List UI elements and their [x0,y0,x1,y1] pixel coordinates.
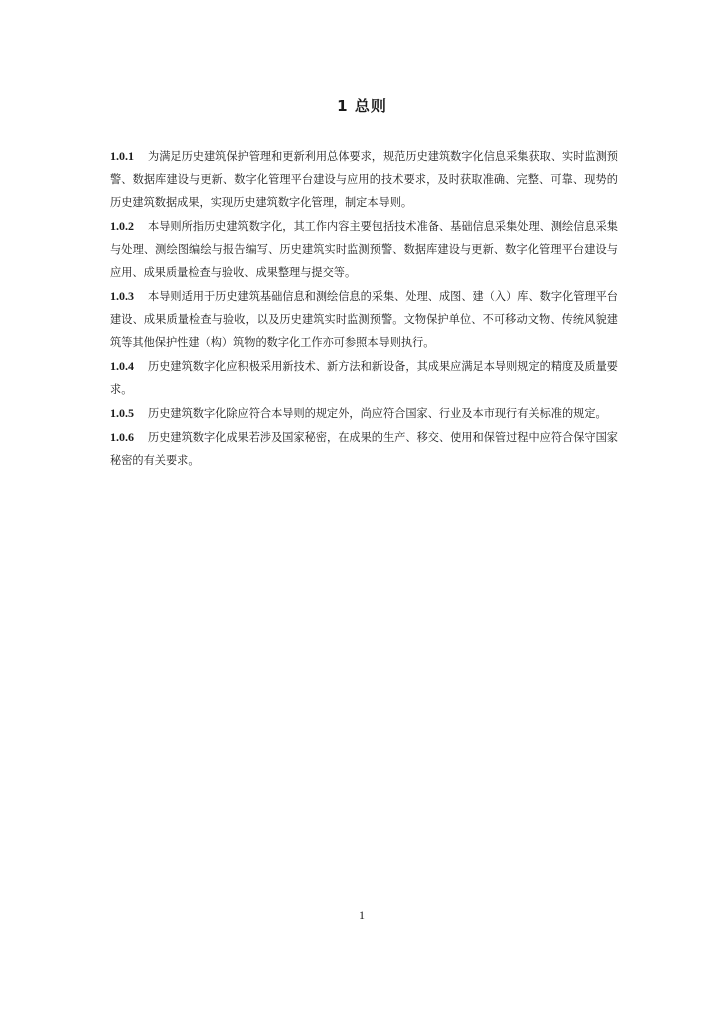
clause-1-0-4 [110,355,618,401]
clause-1-0-6 [110,426,618,472]
clause-1-0-1 [110,145,618,214]
clause-number: 1.0.5 [110,406,134,420]
clause-list [110,145,618,473]
page-number: 1 [359,908,365,922]
clause-number: 1.0.1 [110,149,134,163]
clause-number: 1.0.4 [110,359,134,373]
clause-1-0-3 [110,285,618,354]
clause-text: 历史建筑数字化成果若涉及国家秘密，在成果的生产、移交、使用和保管过程中应符合保守国家秘密的有关要求。 [110,431,618,467]
chapter-title: 1 总则 [337,97,387,115]
clause-text: 为满足历史建筑保护管理和更新利用总体要求，规范历史建筑数字化信息采集获取、实时监测预警、数据库建设与更新、数字化管理平台建设与应用的技术要求，及时获取准确、完整、可靠、现势的历史建筑数据成果，实现历史建筑数字化管理，制定本导则。 [110,150,618,209]
clause-1-0-2 [110,215,618,284]
clause-1-0-5 [110,402,618,425]
clause-text: 历史建筑数字化应积极采用新技术、新方法和新设备，其成果应满足本导则规定的精度及质量要求。 [110,360,618,396]
clause-number: 1.0.3 [110,289,134,303]
clause-number: 1.0.6 [110,430,134,444]
clause-text: 本导则所指历史建筑数字化，其工作内容主要包括技术准备、基础信息采集处理、测绘信息采集与处理、测绘图编绘与报告编写、历史建筑实时监测预警、数据库建设与更新、数字化管理平台建设与应用、成果质量检查与验收、成果整理与提交等。 [110,220,618,279]
clause-text: 本导则适用于历史建筑基础信息和测绘信息的采集、处理、成图、建（入）库、数字化管理平台建设、成果质量检查与验收，以及历史建筑实时监测预警。文物保护单位、不可移动文物、传统风貌建筑等其他保护性建（构）筑物的数字化工作亦可参照本导则执行。 [110,290,618,349]
clause-text: 历史建筑数字化除应符合本导则的规定外，尚应符合国家、行业及本市现行有关标准的规定。 [148,407,607,420]
clause-number: 1.0.2 [110,219,134,233]
